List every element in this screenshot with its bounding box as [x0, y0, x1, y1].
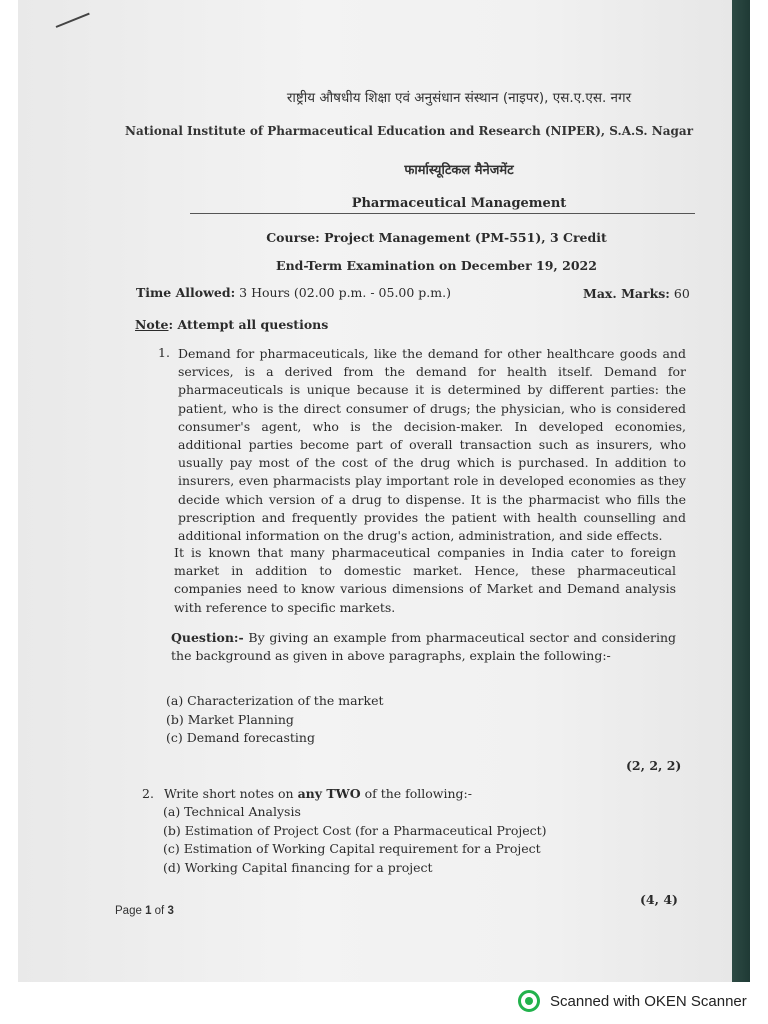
header-divider — [190, 213, 695, 214]
marks-label: Max. Marks: — [583, 286, 670, 301]
page-edge — [732, 0, 750, 982]
question-1-prompt — [171, 629, 676, 665]
time-allowed — [136, 285, 451, 300]
page-number — [115, 905, 174, 917]
scanner-text: Scanned with OKEN Scanner — [550, 992, 747, 1010]
question-2-marks: (4, 4) — [640, 892, 678, 907]
hindi-department-name: फार्मास्यूटिकल मैनेजमेंट — [404, 163, 514, 178]
q2-text-post: of the following:- — [360, 786, 472, 801]
question-1-paragraph-2: It is known that many pharmaceutical companies in India cater to foreign market in addition to domestic market. Hence, these pharmaceutical companies need to know various dimensions of Market and Demand analysis with reference to specific markets. — [174, 545, 676, 615]
marks-value: 60 — [669, 286, 690, 301]
oken-logo-icon — [518, 990, 540, 1012]
question-label: Question:- — [171, 630, 244, 645]
max-marks — [583, 286, 690, 301]
question-text: By giving an example from pharmaceutical sector and considering the background as given in above paragraphs, explain the following:- — [171, 630, 676, 664]
exam-title: End-Term Examination on December 19, 2022 — [276, 258, 597, 273]
question-2-number: 2. — [142, 786, 154, 801]
hindi-institute-name: राष्ट्रीय औषधीय शिक्षा एवं अनुसंधान संस्थान (नाइपर), एस.ए.एस. नगर — [286, 90, 632, 106]
scanned-page — [18, 0, 750, 982]
q2-text-bold: any TWO — [297, 786, 361, 801]
note-label: Note — [135, 317, 169, 332]
question-2-list — [163, 803, 547, 877]
question-1-list — [166, 692, 384, 748]
scanner-watermark — [518, 990, 747, 1012]
pen-mark — [56, 13, 90, 28]
question-1-marks: (2, 2, 2) — [626, 758, 682, 773]
list-item: (d) Working Capital financing for a project — [163, 859, 433, 875]
page-total: 3 — [167, 905, 174, 917]
list-item: (b) Market Planning — [166, 711, 294, 727]
note — [135, 317, 328, 332]
list-item: (c) Demand forecasting — [166, 730, 315, 745]
page-current: 1 — [145, 905, 152, 917]
question-2-text — [164, 786, 472, 801]
list-item: (c) Estimation of Working Capital requirement for a Project — [163, 841, 541, 856]
time-value: 3 Hours (02.00 p.m. - 05.00 p.m.) — [235, 285, 451, 300]
page-of: of — [151, 905, 168, 917]
list-item: (a) Technical Analysis — [163, 804, 301, 819]
list-item: (a) Characterization of the market — [166, 693, 384, 708]
institute-name: National Institute of Pharmaceutical Education and Research (NIPER), S.A.S. Nagar — [124, 124, 694, 138]
question-1-number: 1. — [158, 345, 170, 360]
note-text: : Attempt all questions — [168, 317, 329, 332]
q2-text-pre: Write short notes on — [164, 786, 298, 801]
department-name: Pharmaceutical Management — [351, 196, 567, 211]
question-1-paragraph-1: Demand for pharmaceuticals, like the demand for other healthcare goods and services, is a derived from the demand for health itself. Demand for pharmaceuticals is unique because it is determined by different parties: the patient, who is the direct consumer of drugs; the physician, who is considered consumer's agent, who is the decision-maker. In developed economies, additional parties become part of overall transaction such as insurers, who usually pay most of the cost of the drug which is purchased. In addition to insurers, even pharmacists play important role in developed economies as they decide which version of a drug to dispense. It is the pharmacist who fills the prescription and frequently provides the patient with health counselling and additional information on the drug's action, administration, and side effects. — [178, 346, 686, 544]
course-title: Course: Project Management (PM-551), 3 Credit — [266, 230, 607, 245]
list-item: (b) Estimation of Project Cost (for a Pharmaceutical Project) — [163, 822, 547, 838]
time-label: Time Allowed: — [136, 285, 236, 300]
page-prefix: Page — [115, 905, 146, 917]
